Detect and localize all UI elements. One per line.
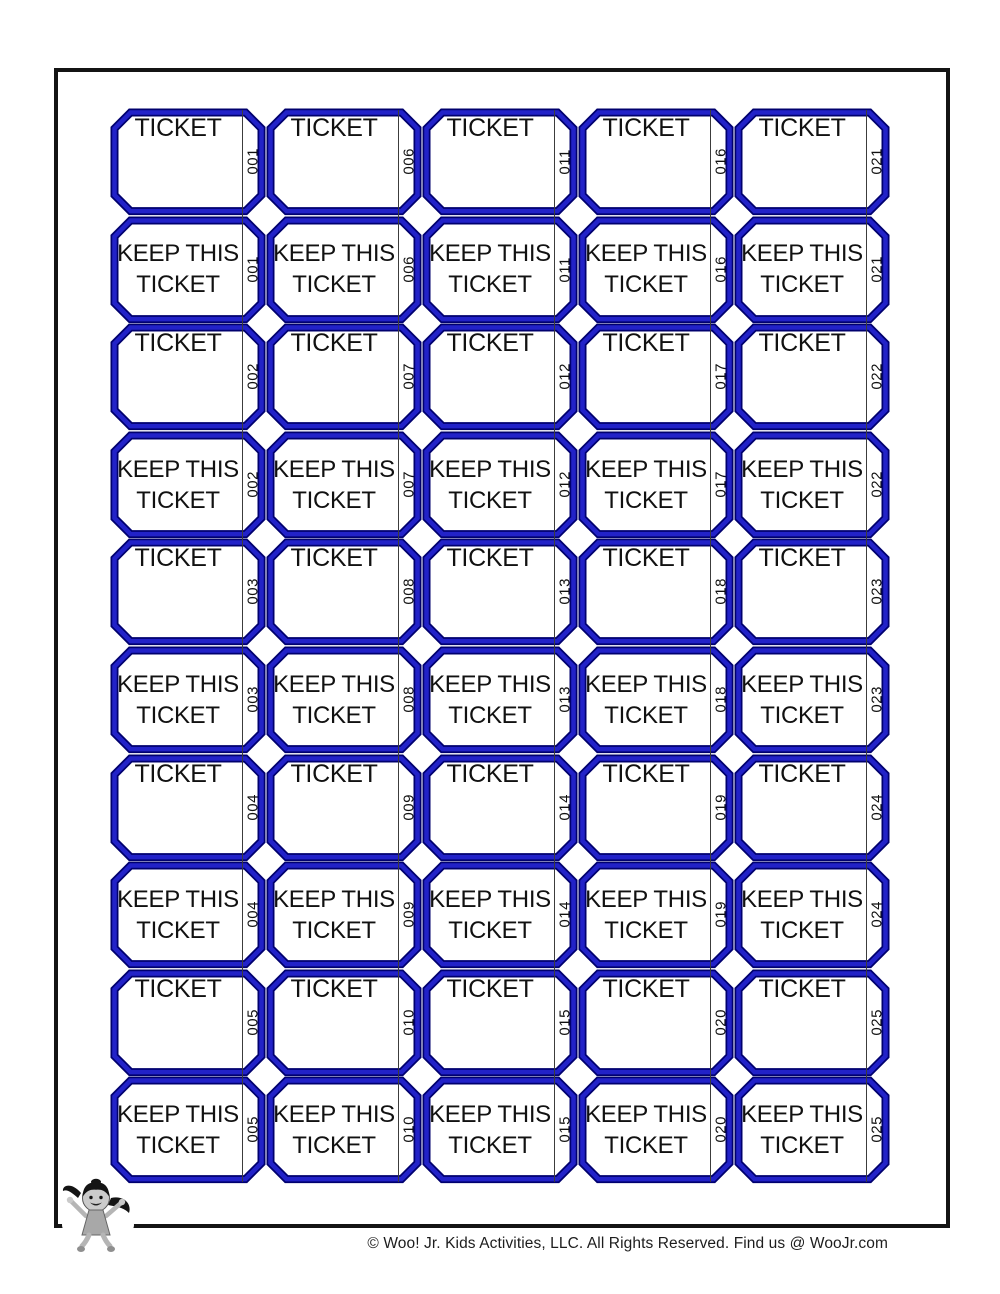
copyright-footer: © Woo! Jr. Kids Activities, LLC. All Rights Reserved. Find us @ WooJr.com [367,1235,888,1252]
ticket-number: 019 [712,794,730,821]
perforation-line [866,110,867,1182]
ticket-label: KEEP THIS TICKET [585,455,707,514]
ticket-label: KEEP THIS TICKET [273,1101,395,1160]
ticket-number: 024 [868,794,886,821]
ticket-label: TICKET [134,974,222,1003]
ticket-label: TICKET [602,329,690,358]
jumping-girl-mascot [58,1174,136,1258]
ticket-label: KEEP THIS TICKET [273,885,395,944]
ticket-number: 023 [868,578,886,606]
ticket-label: TICKET [290,974,378,1003]
ticket-label: KEEP THIS TICKET [741,240,863,299]
ticket-number: 013 [556,578,574,606]
ticket-number: 025 [868,1009,886,1036]
ticket-label: KEEP THIS TICKET [585,1101,707,1160]
ticket-number: 018 [712,686,730,714]
ticket-number: 016 [712,256,730,283]
ticket-number: 006 [400,148,418,176]
ticket-label: KEEP THIS TICKET [117,240,239,299]
ticket-number: 018 [712,578,730,606]
ticket-label: KEEP THIS TICKET [741,1101,863,1160]
ticket-number: 020 [712,1009,730,1036]
ticket-number: 017 [712,363,730,391]
ticket-number: 001 [244,256,262,283]
ticket-label: KEEP THIS TICKET [429,455,551,514]
ticket-number: 013 [556,686,574,714]
ticket-number: 022 [868,363,886,391]
ticket-label: TICKET [134,329,222,358]
perforation-line [710,110,711,1182]
ticket-label: TICKET [602,544,690,573]
ticket-label: KEEP THIS TICKET [273,455,395,514]
ticket-number: 022 [868,471,886,498]
ticket-label: TICKET [758,329,846,358]
ticket-label: KEEP THIS TICKET [117,1101,239,1160]
ticket-number: 012 [556,471,574,498]
ticket-label: TICKET [602,114,690,142]
ticket-number: 014 [556,794,574,821]
ticket-label: KEEP THIS TICKET [429,240,551,299]
ticket-grid [110,108,890,1184]
perforation-line [398,110,399,1182]
ticket-label: TICKET [446,544,534,573]
ticket-number: 004 [244,901,262,929]
ticket-label: TICKET [290,544,378,573]
ticket-number: 019 [712,901,730,929]
ticket-number: 007 [400,363,418,391]
ticket-label: TICKET [290,329,378,358]
ticket-label: KEEP THIS TICKET [741,885,863,944]
ticket-number: 011 [556,256,574,283]
ticket-label: KEEP THIS TICKET [429,1101,551,1160]
ticket-number: 016 [712,148,730,176]
ticket-number: 009 [400,794,418,821]
ticket-label: KEEP THIS TICKET [429,885,551,944]
ticket-label: TICKET [602,759,690,788]
ticket-number: 005 [244,1009,262,1036]
ticket-label: TICKET [758,544,846,573]
ticket-number: 010 [400,1116,418,1144]
ticket-label: TICKET [134,114,222,142]
ticket-label: KEEP THIS TICKET [585,670,707,729]
ticket-number: 003 [244,686,262,714]
ticket-label: KEEP THIS TICKET [117,885,239,944]
ticket-label: KEEP THIS TICKET [741,670,863,729]
ticket-label: TICKET [134,759,222,788]
ticket-label: KEEP THIS TICKET [117,455,239,514]
mascot-illustration [58,1174,136,1258]
ticket-number: 023 [868,686,886,714]
ticket-label: TICKET [758,759,846,788]
ticket-number: 015 [556,1009,574,1036]
ticket-number: 021 [868,256,886,283]
ticket-number: 024 [868,901,886,929]
ticket-number: 012 [556,363,574,391]
ticket-number: 005 [244,1116,262,1144]
ticket-number: 003 [244,578,262,606]
ticket-label: KEEP THIS TICKET [273,240,395,299]
ticket-number: 010 [400,1009,418,1036]
ticket-number: 007 [400,471,418,498]
perforation-line [242,110,243,1182]
ticket-number: 025 [868,1116,886,1144]
ticket-label: TICKET [290,759,378,788]
ticket-number: 014 [556,901,574,929]
ticket-label: KEEP THIS TICKET [429,670,551,729]
ticket-label: TICKET [290,114,378,142]
ticket-label: TICKET [446,974,534,1003]
ticket-label: KEEP THIS TICKET [273,670,395,729]
ticket-label: TICKET [446,329,534,358]
ticket-label: KEEP THIS TICKET [585,240,707,299]
ticket-number: 021 [868,148,886,176]
ticket-label: TICKET [134,544,222,573]
ticket-number: 002 [244,363,262,391]
ticket-number: 020 [712,1116,730,1144]
ticket-label: KEEP THIS TICKET [117,670,239,729]
ticket-number: 006 [400,256,418,283]
ticket-label: TICKET [602,974,690,1003]
ticket-number: 008 [400,686,418,714]
perforation-line [554,110,555,1182]
ticket-number: 002 [244,471,262,498]
ticket-label: TICKET [446,114,534,142]
ticket-number: 009 [400,901,418,929]
ticket-label: KEEP THIS TICKET [741,455,863,514]
ticket-number: 001 [244,148,262,176]
ticket-number: 011 [556,149,574,175]
ticket-number: 015 [556,1116,574,1144]
ticket-number: 017 [712,471,730,498]
ticket-label: TICKET [446,759,534,788]
ticket-number: 008 [400,578,418,606]
ticket-number: 004 [244,794,262,821]
ticket-label: TICKET [758,114,846,142]
ticket-label: TICKET [758,974,846,1003]
ticket-label: KEEP THIS TICKET [585,885,707,944]
